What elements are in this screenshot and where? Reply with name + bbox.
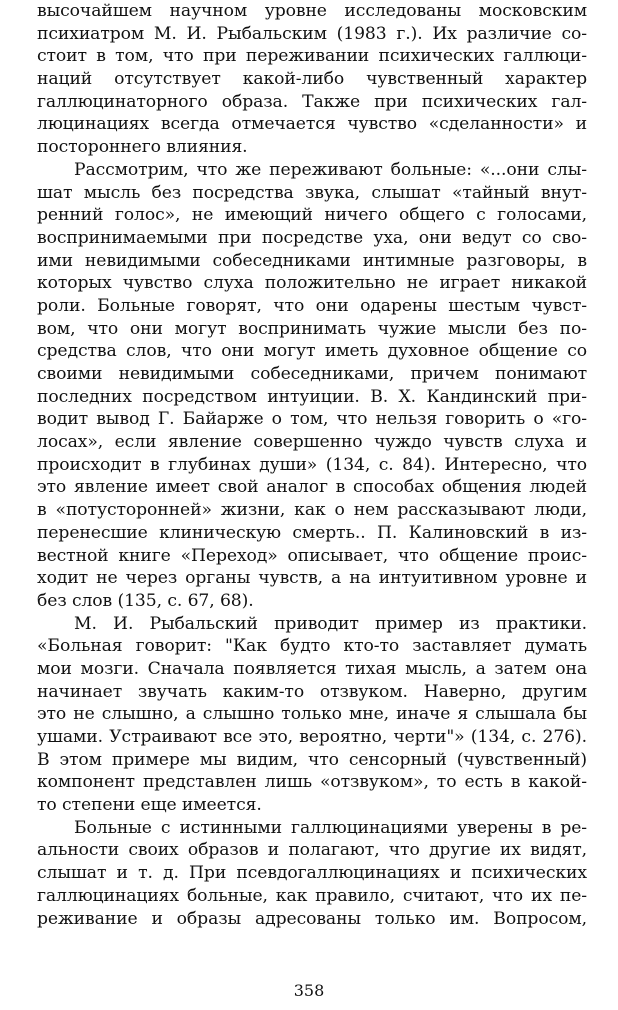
- text-line: начинает звучать каким-то отзвуком. Наверно, другим: [37, 681, 587, 702]
- text-line: наций отсутствует какой-либо чувственный характер: [37, 69, 587, 90]
- text-line: водит вывод Г. Байарже о том, что нельзя говорить о «го-: [37, 409, 587, 430]
- text-line: «Больная говорит: "Как будто кто-то заставляет думать: [37, 636, 587, 657]
- text-line: высочайшем научном уровне исследованы московским: [37, 1, 587, 21]
- text-line: без слов (135, с. 67, 68).: [37, 590, 254, 611]
- text-line: которых чувство слуха положительно не играет никакой: [37, 273, 587, 294]
- text-line: это не слышно, а слышно только мне, иначе я слышала бы: [37, 704, 587, 725]
- text-line: перенесшие клиническую смерть.. П. Калиновский в из-: [37, 522, 587, 543]
- page-number: 358: [293, 981, 325, 1000]
- text-line: лосах», если явление совершенно чуждо чувств слуха и: [37, 432, 587, 453]
- text-line: ходит не через органы чувств, а на интуитивном уровне и: [37, 568, 587, 589]
- text-line: компонент представлен лишь «отзвуком», то есть в какой-: [37, 772, 587, 793]
- text-line: вестной книге «Переход» описывает, что общение проис-: [37, 545, 587, 566]
- text-line: то степени еще имеется.: [37, 795, 262, 816]
- text-line: в «потусторонней» жизни, как о нем рассказывают люди,: [37, 500, 587, 521]
- text-line: воспринимаемыми при посредстве уха, они ведут со сво-: [37, 227, 587, 248]
- text-line: последних посредством интуиции. В. Х. Кандинский при-: [37, 386, 587, 407]
- text-line: это явление имеет свой аналог в способах общения людей: [37, 477, 587, 498]
- text-line: средства слов, что они могут иметь духовное общение со: [37, 341, 587, 362]
- text-line: реживание и образы адресованы только им. Вопросом,: [37, 908, 587, 929]
- text-line: роли. Больные говорят, что они одарены шестым чувст-: [37, 295, 587, 316]
- text-line: ими невидимыми собеседниками интимные разговоры, в: [37, 250, 587, 271]
- text-line: альности своих образов и полагают, что другие их видят,: [37, 840, 587, 861]
- text-line: люцинациях всегда отмечается чувство «сделанности» и: [37, 114, 587, 135]
- text-line: Больные с истинными галлюцинациями уверены в ре-: [74, 817, 587, 838]
- text-line: галлюцинаторного образа. Также при психических гал-: [37, 91, 587, 112]
- text-line: шат мысль без посредства звука, слышат «тайный внут-: [37, 182, 587, 203]
- text-line: вом, что они могут воспринимать чужие мысли без по-: [37, 318, 587, 339]
- text-line: галлюцинациях больные, как правило, считают, что их пе-: [37, 885, 587, 906]
- page-body: [37, 0, 587, 930]
- text-line: постороннего влияния.: [37, 137, 248, 158]
- text-line: М. И. Рыбальский приводит пример из практики.: [74, 613, 587, 634]
- text-line: происходит в глубинах души» (134, с. 84). Интересно, что: [37, 454, 587, 475]
- text-line: стоит в том, что при переживании психических галлюци-: [37, 46, 587, 67]
- text-line: Рассмотрим, что же переживают больные: «...они слы-: [74, 159, 587, 180]
- text-line: слышат и т. д. При псевдогаллюцинациях и психических: [37, 863, 587, 884]
- text-line: ренний голос», не имеющий ничего общего с голосами,: [37, 205, 587, 226]
- text-line: мои мозги. Сначала появляется тихая мысль, а затем она: [37, 658, 587, 679]
- text-line: психиатром М. И. Рыбальским (1983 г.). Их различие со-: [37, 23, 587, 44]
- text-line: ушами. Устраивают все это, вероятно, черти"» (134, с. 276).: [37, 727, 587, 747]
- text-line: своими невидимыми собеседниками, причем понимают: [37, 364, 587, 384]
- text-line: В этом примере мы видим, что сенсорный (чувственный): [37, 749, 587, 770]
